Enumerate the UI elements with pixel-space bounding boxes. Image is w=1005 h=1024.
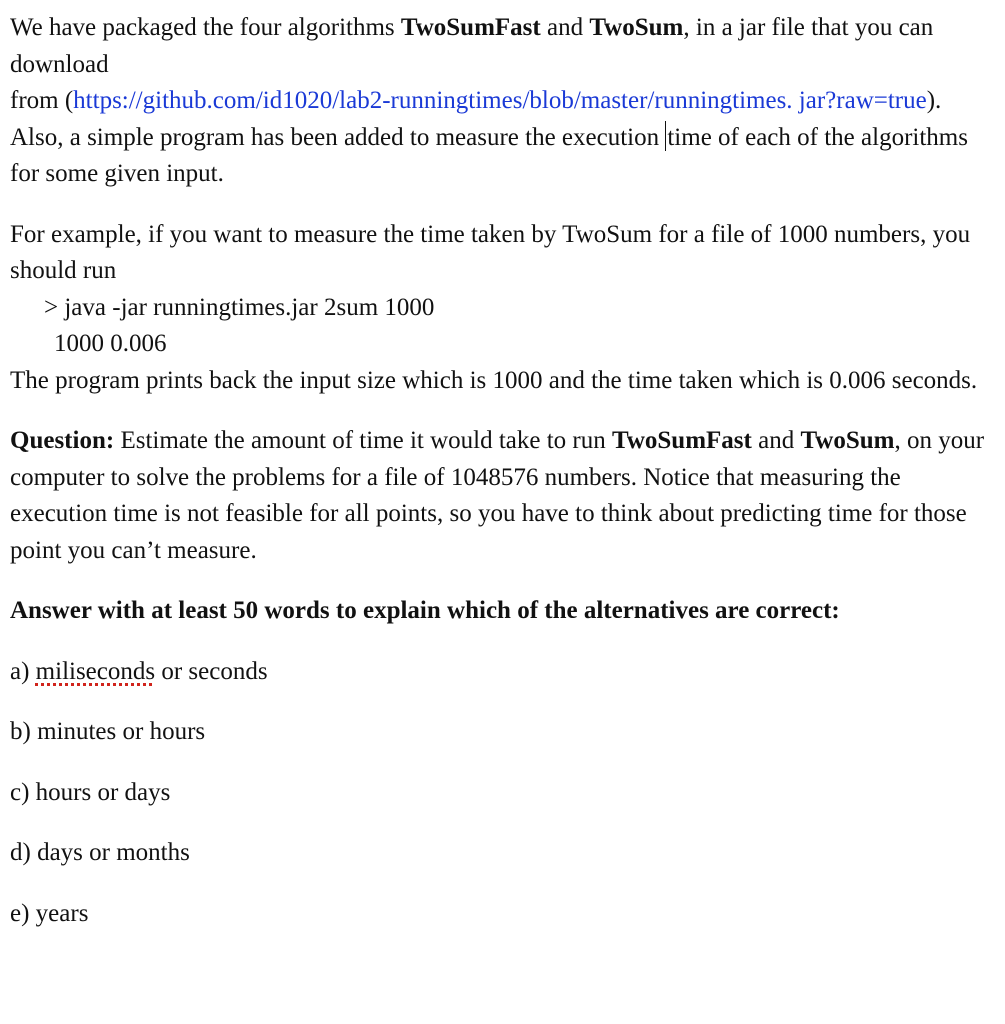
- intro-text-3: , in a jar file that you can download: [10, 14, 934, 78]
- question-text-3: , on your computer to solve the problems for a file of 1048576 numbers. Notice that measuring the execution time is not feasible for all points, so you have to think about predicting time for those point you can’t measure.: [10, 427, 985, 564]
- example-paragraph: For example, if you want to measure the time taken by TwoSum for a file of 1000 numbers, you should run: [10, 220, 971, 284]
- algorithm-name-twosum: TwoSum: [589, 14, 684, 41]
- answer-instruction: [10, 593, 995, 630]
- document: [10, 10, 995, 932]
- algorithm-name-twosumfast: TwoSumFast: [400, 14, 541, 41]
- intro-paragraph: [10, 10, 995, 193]
- question-algorithm-twosumfast: TwoSumFast: [612, 427, 752, 454]
- option-a-misspelled-word: miliseconds: [35, 657, 156, 685]
- intro-text-2: and: [540, 14, 590, 41]
- question-text-1: Estimate the amount of time it would take to run: [114, 427, 613, 454]
- intro-text-4: from (: [10, 87, 74, 114]
- option-c: c) hours or days: [10, 778, 171, 806]
- intro-text-6: time of each of the algorithms for some given input.: [10, 123, 968, 187]
- question-text-2: and: [751, 427, 801, 454]
- intro-text-5: ). Also, a simple program has been added to measure the execution: [10, 87, 942, 151]
- question-label: Question:: [10, 427, 115, 454]
- example-explanation: The program prints back the input size which is 1000 and the time taken which is 0.006 seconds.: [10, 366, 978, 394]
- option-a-prefix: a): [10, 657, 36, 685]
- example-command: > java -jar runningtimes.jar 2sum 1000: [44, 293, 435, 321]
- option-a: [10, 654, 995, 691]
- option-e: e) years: [10, 899, 89, 927]
- question-algorithm-twosum: TwoSum: [800, 427, 895, 454]
- intro-text-1: We have packaged the four algorithms: [10, 14, 401, 41]
- option-b: b) minutes or hours: [10, 718, 206, 745]
- option-d: d) days or months: [10, 839, 190, 866]
- answer-instruction-text: Answer with at least 50 words to explain which of the alternatives are correct:: [10, 597, 840, 624]
- jar-download-link[interactable]: https://github.com/id1020/lab2-runningtimes/blob/master/runningtimes. jar?raw=true: [73, 87, 927, 114]
- example-output: 1000 0.006: [54, 330, 167, 357]
- question-paragraph: [10, 423, 995, 569]
- option-a-suffix: or seconds: [155, 657, 268, 685]
